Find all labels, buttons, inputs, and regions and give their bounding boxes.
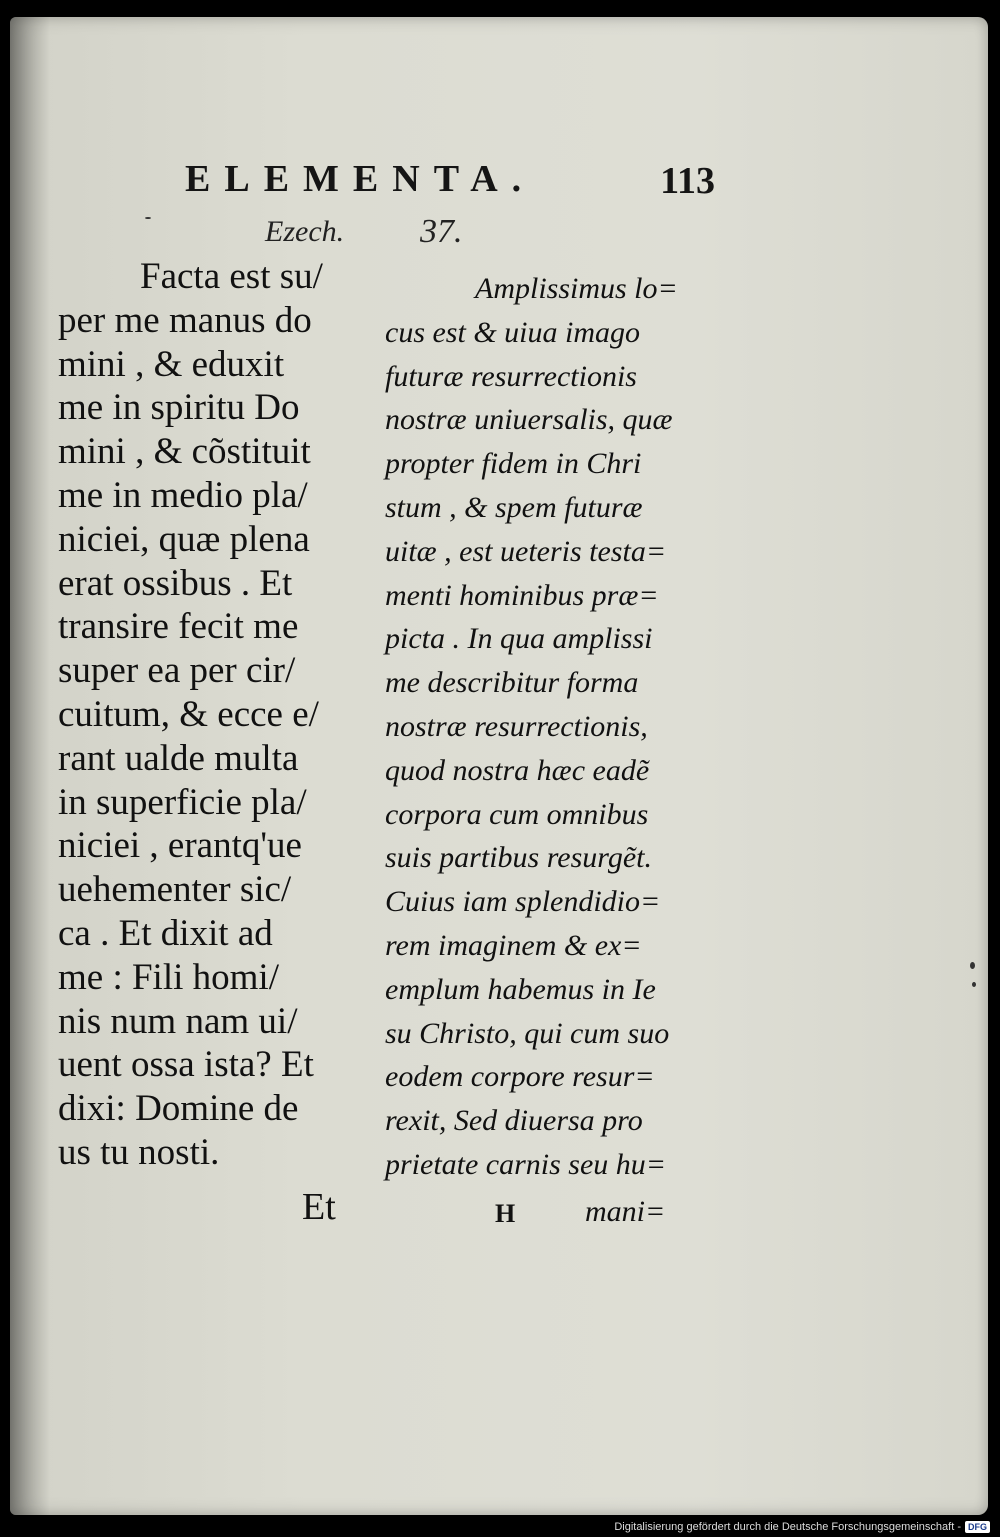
text-line: menti hominibus præ= xyxy=(385,578,659,612)
catchword-left: Et xyxy=(302,1186,336,1228)
text-line: per me manus do xyxy=(58,299,312,341)
text-line: me in spiritu Do xyxy=(58,387,300,429)
text-line: Cuius iam splendidio= xyxy=(385,885,661,919)
text-line: erat ossibus . Et xyxy=(58,562,293,604)
text-line: picta . In qua amplissi xyxy=(385,622,653,656)
text-line: in superficie pla/ xyxy=(58,781,307,823)
text-line: me : Fili homi/ xyxy=(58,956,279,998)
text-line: quod nostra hæc eadẽ xyxy=(385,753,650,787)
text-line: propter fidem in Chri xyxy=(385,447,642,481)
text-line: prietate carnis seu hu= xyxy=(385,1147,667,1181)
text-line: me in medio pla/ xyxy=(58,474,308,516)
text-line: corpora cum omnibus xyxy=(385,797,649,831)
text-line: dixi: Domine de xyxy=(58,1088,299,1130)
text-line: uehementer sic/ xyxy=(58,869,292,911)
text-line: me describitur forma xyxy=(385,666,639,700)
text-line: Facta est su/ xyxy=(140,256,323,297)
catchword-right: mani= xyxy=(585,1195,666,1228)
text-line: futuræ resurrectionis xyxy=(385,359,637,393)
text-line: niciei , erantq'ue xyxy=(58,825,302,867)
margin-reference-book: Ezech. xyxy=(265,215,345,248)
page-gutter-shadow xyxy=(10,17,50,1515)
text-line: rem imaginem & ex= xyxy=(385,928,642,962)
ink-speck xyxy=(145,217,151,219)
text-line: ca . Et dixit ad xyxy=(58,912,273,954)
text-line: cuitum, & ecce e/ xyxy=(58,693,319,735)
text-line: suis partibus resurgẽt. xyxy=(385,841,652,875)
text-line: stum , & spem futuræ xyxy=(385,490,643,524)
commentary-column xyxy=(385,267,700,1187)
running-title: ELEMENTA. xyxy=(185,158,536,200)
text-line: uent ossa ista? Et xyxy=(58,1044,314,1086)
text-line: mini , & eduxit xyxy=(58,343,285,385)
text-line: uitæ , est ueteris testa= xyxy=(385,534,667,568)
text-line: su Christo, qui cum suo xyxy=(385,1016,670,1050)
page-header xyxy=(185,157,715,207)
text-line: us tu nosti. xyxy=(58,1131,220,1173)
margin-reference-chapter: 37. xyxy=(420,213,463,250)
text-line: nostræ resurrectionis, xyxy=(385,709,648,743)
text-line: super ea per cir/ xyxy=(58,650,296,692)
digitization-footer xyxy=(614,1519,990,1535)
signature-mark: H xyxy=(495,1199,516,1228)
book-page xyxy=(10,17,988,1515)
text-line: emplum habemus in Ie xyxy=(385,972,656,1006)
text-line: nis num nam ui/ xyxy=(58,1000,298,1042)
text-line: transire fecit me xyxy=(58,606,299,648)
text-line: Amplissimus lo= xyxy=(475,272,678,305)
footer-credit: Digitalisierung gefördert durch die Deutsche Forschungsgemeinschaft - xyxy=(614,1521,961,1533)
text-line: rexit, Sed diuersa pro xyxy=(385,1104,643,1138)
ink-speck xyxy=(972,982,976,987)
text-line: niciei, quæ plena xyxy=(58,518,310,560)
text-line: nostræ uniuersalis, quæ xyxy=(385,403,673,437)
text-line: eodem corpore resur= xyxy=(385,1060,655,1094)
text-line: rant ualde multa xyxy=(58,737,299,779)
text-line: cus est & uiua imago xyxy=(385,315,640,349)
ink-speck xyxy=(970,962,975,969)
scripture-column xyxy=(58,255,378,1175)
text-line: mini , & cõstituit xyxy=(58,431,311,473)
dfg-logo-icon: DFG xyxy=(965,1521,990,1533)
page-number: 113 xyxy=(660,160,715,202)
